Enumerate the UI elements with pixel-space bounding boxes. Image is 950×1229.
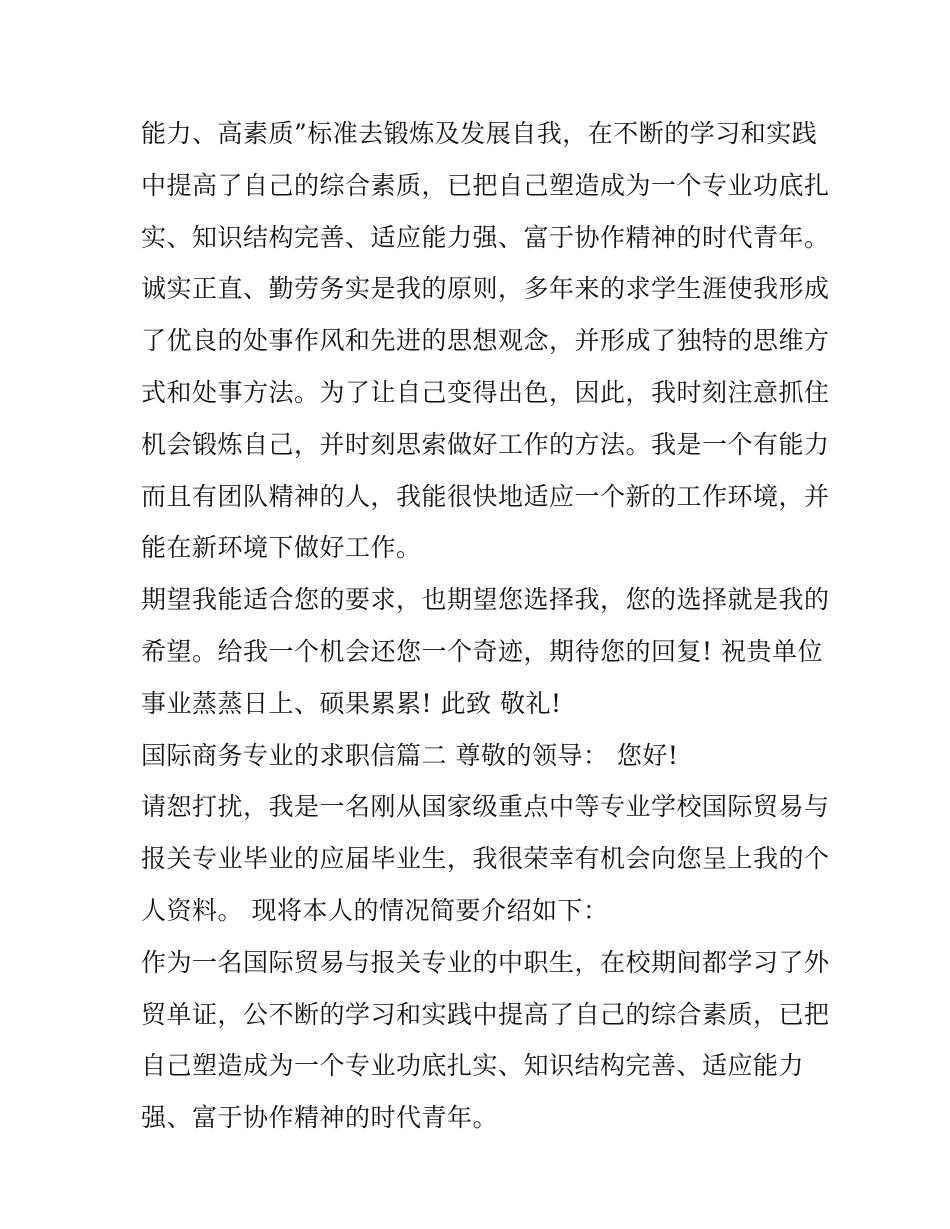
text-line: 诚实正直、勤劳务实是我的原则，多年来的求学生涯使我形成: [141, 274, 830, 304]
text-line: 作为一名国际贸易与报关专业的中职生，在校期间都学习了外: [141, 947, 830, 977]
text-line: 实、知识结构完善、适应能力强、富于协作精神的时代青年。: [141, 222, 830, 252]
text-line: 机会锻炼自己，并时刻思索做好工作的方法。我是一个有能力: [141, 429, 830, 459]
text-line: 请恕打扰，我是一名刚从国家级重点中等专业学校国际贸易与: [141, 792, 830, 822]
text-line: 而且有团队精神的人，我能很快地适应一个新的工作环境，并: [141, 481, 830, 511]
text-line: 人资料。 现将本人的情况简要介绍如下：: [141, 895, 609, 925]
text-line: 贸单证，公不断的学习和实践中提高了自己的综合素质，已把: [141, 999, 830, 1029]
text-line: 事业蒸蒸日上、硕果累累! 此致 敬礼!: [141, 688, 562, 718]
text-line: 了优良的处事作风和先进的思想观念，并形成了独特的思维方: [141, 326, 830, 356]
text-line: 希望。给我一个机会还您一个奇迹，期待您的回复! 祝贵单位: [141, 636, 823, 666]
document-body: [141, 108, 830, 1144]
text-line: 式和处事方法。为了让自己变得出色，因此，我时刻注意抓住: [141, 377, 830, 407]
section-heading: 国际商务专业的求职信篇二 尊敬的领导： 您好!: [141, 740, 679, 770]
text-line: 自己塑造成为一个专业功底扎实、知识结构完善、适应能力: [141, 1051, 805, 1081]
text-line: 报关专业毕业的应届毕业生，我很荣幸有机会向您呈上我的个: [141, 844, 830, 874]
text-line: 能在新环境下做好工作。: [141, 533, 422, 563]
text-line: 强、富于协作精神的时代青年。: [141, 1103, 499, 1133]
text-line: 能力、高素质”标准去锻炼及发展自我，在不断的学习和实践: [141, 119, 818, 148]
text-line: 期望我能适合您的要求，也期望您选择我，您的选择就是我的: [141, 585, 830, 615]
text-line: 中提高了自己的综合素质，已把自己塑造成为一个专业功底扎: [141, 170, 830, 200]
